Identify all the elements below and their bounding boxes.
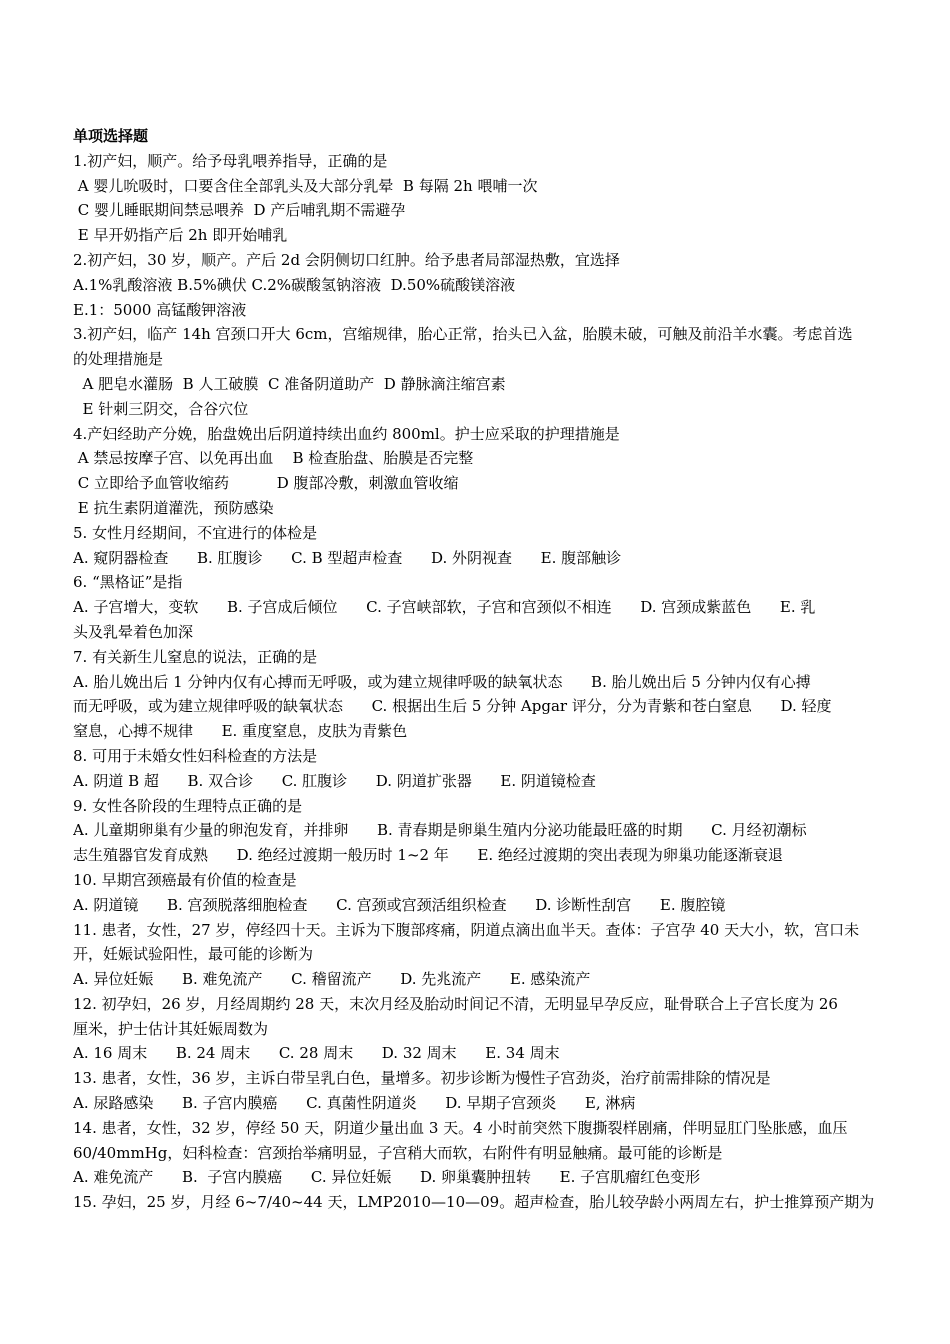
text-line: E 早开奶指产后 2h 即开始哺乳 (73, 226, 288, 245)
text-line: A. 胎儿娩出后 1 分钟内仅有心搏而无呼吸，或为建立规律呼吸的缺氧状态 B. 胎儿娩出后 5 分钟内仅有心搏 (73, 672, 811, 691)
text-line: E.1：5000 高锰酸钾溶液 (73, 300, 247, 319)
text-line: 15. 孕妇，25 岁，月经 6~7/40~44 天，LMP2010—10—09。超声检查，胎儿较孕龄小两周左右，护士推算预产期为 (73, 1193, 875, 1212)
text-line: 14. 患者，女性，32 岁，停经 50 天，阴道少量出血 3 天。4 小时前突然下腹撕裂样剧痛，伴明显肛门坠胀感，血压 (73, 1118, 848, 1137)
text-line: 1.初产妇，顺产。给予母乳喂养指导，正确的是 (73, 151, 388, 170)
text-line: A 婴儿吮吸时，口要含住全部乳头及大部分乳晕 B 每隔 2h 喂哺一次 (73, 176, 538, 195)
text-line: A. 阴道镜 B. 宫颈脱落细胞检查 C. 宫颈或宫颈活组织检查 D. 诊断性刮宫 E. 腹腔镜 (73, 895, 726, 914)
question-lines (73, 149, 879, 1215)
text-line: 头及乳晕着色加深 (73, 622, 194, 641)
text-line: 11. 患者，女性，27 岁，停经四十天。主诉为下腹部疼痛，阴道点滴出血半天。查体：子宫孕 40 天大小，软，宫口未 (73, 920, 860, 939)
text-line: 而无呼吸，或为建立规律呼吸的缺氧状态 C. 根据出生后 5 分钟 Apgar 评分，分为青紫和苍白窒息 D. 轻度 (73, 697, 832, 716)
text-line: A 禁忌按摩子宫、以免再出血 B 检查胎盘、胎膜是否完整 (73, 449, 474, 468)
text-line: A. 窥阴器检查 B. 肛腹诊 C. B 型超声检查 D. 外阴视查 E. 腹部触诊 (73, 548, 622, 567)
text-line: 12. 初孕妇，26 岁，月经周期约 28 天，末次月经及胎动时间记不清，无明显早孕反应，耻骨联合上子宫长度为 26 (73, 994, 838, 1013)
text-line: A. 异位妊娠 B. 难免流产 C. 稽留流产 D. 先兆流产 E. 感染流产 (73, 970, 591, 989)
text-line: 8. 可用于未婚女性妇科检查的方法是 (73, 746, 318, 765)
text-line: 60/40mmHg，妇科检查：宫颈抬举痛明显，子宫稍大而软，右附件有明显触痛。最可能的诊断是 (73, 1143, 723, 1162)
text-line: E 抗生素阴道灌洗，预防感染 (73, 498, 274, 517)
text-line: 窒息，心搏不规律 E. 重度窒息，皮肤为青紫色 (73, 722, 408, 741)
text-line: A. 难免流产 B. 子宫内膜癌 C. 异位妊娠 D. 卵巢囊肿扭转 E. 子宫肌瘤红色变形 (73, 1168, 701, 1187)
text-line: 7. 有关新生儿窒息的说法，正确的是 (73, 647, 318, 666)
section-title: 单项选择题 (73, 127, 149, 145)
text-line: 4.产妇经助产分娩，胎盘娩出后阴道持续出血约 800ml。护士应采取的护理措施是 (73, 424, 620, 443)
text-line: A. 16 周末 B. 24 周末 C. 28 周末 D. 32 周末 E. 34 周末 (73, 1044, 560, 1063)
text-line: E 针刺三阴交，合谷穴位 (73, 399, 249, 418)
text-line: 2.初产妇，30 岁，顺产。产后 2d 会阴侧切口红肿。给予患者局部湿热敷，宜选择 (73, 250, 620, 269)
text-line: A. 阴道 B 超 B. 双合诊 C. 肛腹诊 D. 阴道扩张器 E. 阴道镜检查 (73, 771, 596, 790)
text-line: A. 子宫增大，变软 B. 子宫成后倾位 C. 子宫峡部软，子宫和宫颈似不相连 D. 宫颈成紫蓝色 E. 乳 (73, 598, 816, 617)
text-line: A. 儿童期卵巢有少量的卵泡发育，并排卵 B. 青春期是卵巢生殖内分泌功能最旺盛的时期 C. 月经初潮标 (73, 821, 807, 840)
text-line: 10. 早期宫颈癌最有价值的检查是 (73, 870, 297, 889)
text-line: 5. 女性月经期间，不宜进行的体检是 (73, 523, 318, 542)
text-line: A. 尿路感染 B. 子宫内膜癌 C. 真菌性阴道炎 D. 早期子宫颈炎 E, 淋病 (73, 1094, 636, 1113)
text-line: 3.初产妇，临产 14h 宫颈口开大 6cm，宫缩规律，胎心正常，抬头已入盆，胎膜未破，可触及前沿羊水囊。考虑首选 (73, 325, 853, 344)
text-line: 9. 女性各阶段的生理特点正确的是 (73, 796, 303, 815)
text-line: A.1%乳酸溶液 B.5%碘伏 C.2%碳酸氢钠溶液 D.50%硫酸镁溶液 (73, 275, 516, 294)
text-line: 6. “黑格证”是指 (73, 573, 183, 592)
text-line: 的处理措施是 (73, 350, 164, 369)
text-line: 厘米，护士估计其妊娠周数为 (73, 1019, 269, 1038)
text-line: C 立即给予血管收缩药 D 腹部冷敷，刺激血管收缩 (73, 474, 459, 493)
text-line: 13. 患者，女性，36 岁，主诉白带呈乳白色，量增多。初步诊断为慢性子宫劲炎，治疗前需排除的情况是 (73, 1069, 771, 1088)
text-line: C 婴儿睡眠期间禁忌喂养 D 产后哺乳期不需避孕 (73, 201, 406, 220)
text-line: 开，妊娠试验阳性，最可能的诊断为 (73, 945, 314, 964)
text-line: 志生殖器官发育成熟 D. 绝经过渡期一般历时 1~2 年 E. 绝经过渡期的突出表现为卵巢功能逐渐衰退 (73, 846, 783, 865)
document-page (73, 124, 879, 1215)
text-line: A 肥皂水灌肠 B 人工破膜 C 准备阴道助产 D 静脉滴注缩宫素 (73, 374, 506, 393)
